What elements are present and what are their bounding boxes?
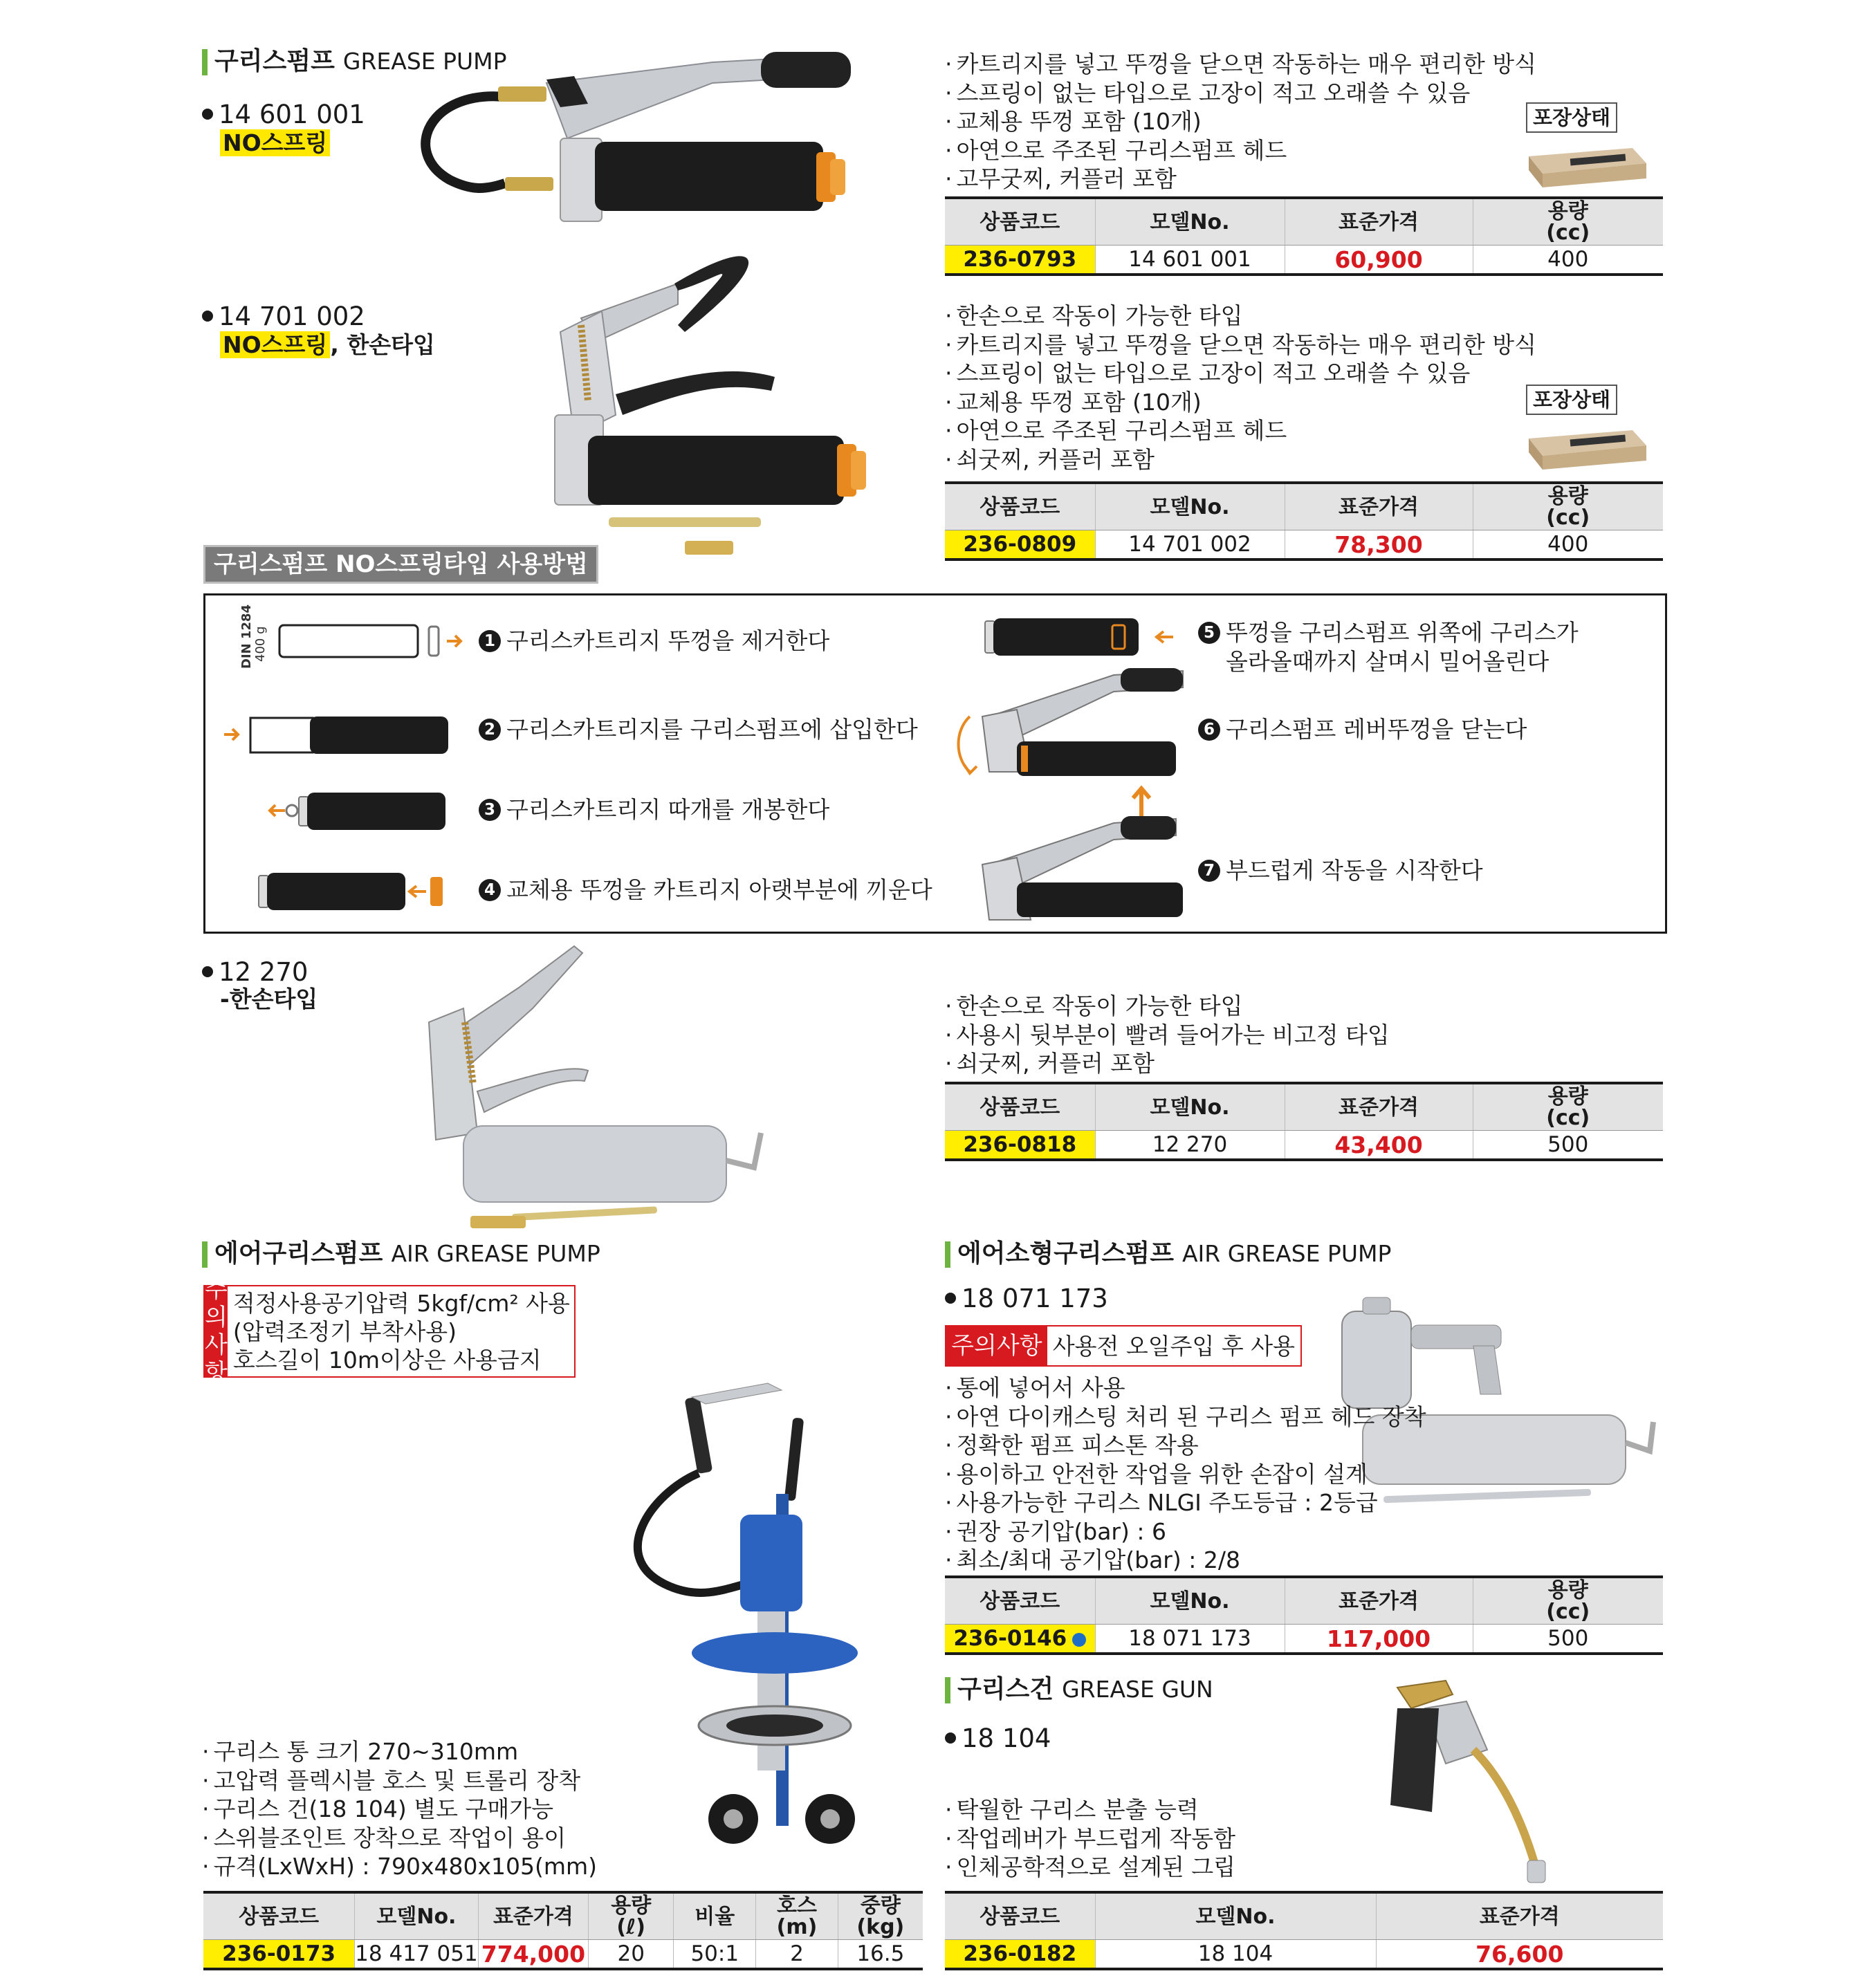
usage-step-7: 7 부드럽게 작동을 시작한다 [1198,856,1483,885]
header-capacity: 용량 (cc) [1473,1577,1663,1625]
header-product-code: 상품코드 [945,1577,1095,1625]
model-no: 18 104 [1095,1940,1376,1970]
caution-text: 사용전 오일주입 후 사용 [1052,1332,1295,1360]
usage-step-4: 4 교체용 뚜껑을 카트리지 아랫부분에 끼운다 [479,876,932,905]
cartridge-label-weight: 400 g [253,626,268,662]
cartridge-label-din: DIN 1284 [239,604,254,669]
model-no: 14 601 001 [1095,246,1285,275]
header-product-code: 상품코드 [203,1892,355,1940]
header-price: 표준가격 [1285,198,1473,246]
air-grease-pump-trolley-image [623,1376,899,1860]
new-product-dot-icon [1072,1633,1086,1647]
grease-pump-14601001-image [387,48,913,221]
product-code: 236-0173 [203,1940,355,1970]
spec-table [945,1082,1663,1161]
header-weight: 중량 (kg) [838,1892,923,1940]
header-product-code: 상품코드 [945,1083,1095,1131]
product-code: 236-0146 [945,1625,1095,1654]
product-tag: NO스프링 , 한손타입 [220,331,435,360]
header-capacity: 용량 (ℓ) [589,1892,674,1940]
section-title-air-grease-pump: 에어구리스펌프 AIR GREASE PUMP [202,1238,600,1270]
grease-pump-12270-image [422,939,837,1230]
grease-gun-image [1370,1667,1577,1888]
model-number: 12 270 [202,957,308,988]
feature-list: · 통에 넣어서 사용 · 아연 다이캐스팅 처리 된 구리스 펌프 헤드 장착 · 정확한 펌프 피스톤 작용 · 용이하고 안전한 작업을 위한 손잡이 설계 · 사용가능한 구리스 NLGI 주도등급 : 2등급 · 권장 공기압(bar) : 6 · 최소/최대 공기압(bar) : 2/8 [945,1374,1426,1575]
usage-step-2: 2 구리스카트리지를 구리스펌프에 삽입한다 [479,715,918,744]
header-product-code: 상품코드 [945,483,1095,530]
spec-table [203,1891,923,1970]
header-capacity: 용량 (cc) [1473,198,1663,246]
section-title-grease-pump: 구리스펌프 GREASE PUMP [202,46,507,77]
spec-table [945,1891,1663,1970]
grease-pump-14701002-image [498,228,913,553]
header-capacity: 용량 (cc) [1473,1083,1663,1131]
model-no: 12 270 [1095,1131,1285,1161]
feature-list: · 구리스 통 크기 270~310mm · 고압력 플렉시블 호스 및 트롤리 장착 · 구리스 건(18 104) 별도 구매가능 · 스위블조인트 장착으로 작업이 용이 · 규격(LxWxH) : 790x480x105(mm) [202,1737,597,1881]
model-number: 14 601 001 [202,100,365,130]
header-ratio: 비율 [674,1892,756,1940]
step2-illustration [221,711,457,759]
usage-step-6: 6 구리스펌프 레버뚜껑을 닫는다 [1198,715,1527,744]
header-model-no: 모델No. [1095,198,1285,246]
capacity: 20 [589,1940,674,1970]
price: 78,300 [1285,530,1473,560]
package-box-image [1522,418,1653,473]
model-no: 14 701 002 [1095,530,1285,560]
usage-step-5-cont: 올라올때까지 살며시 밀어올린다 [1226,648,1549,675]
header-model-no: 모델No. [1095,1083,1285,1131]
capacity: 500 [1473,1625,1663,1654]
feature-list: · 카트리지를 넣고 뚜껑을 닫으면 작동하는 매우 편리한 방식 · 스프링이 없는 타입으로 고장이 적고 오래쓸 수 있음 · 교체용 뚜껑 포함 (10개) · 아연으로 주조된 구리스펌프 헤드 · 고무굿찌, 커플러 포함 [945,50,1536,194]
header-model-no: 모델No. [355,1892,479,1940]
feature-list: · 한손으로 작동이 가능한 타입 · 카트리지를 넣고 뚜껑을 닫으면 작동하는 매우 편리한 방식 · 스프링이 없는 타입으로 고장이 적고 오래쓸 수 있음 · 교체용 뚜껑 포함 (10개) · 아연으로 주조된 구리스펌프 헤드 · 쇠굿찌, 커플러 포함 [945,302,1536,474]
caution-label: 주의 사항 [205,1276,228,1387]
header-hose: 호스 (m) [756,1892,838,1940]
section-title-air-small-grease-pump: 에어소형구리스펌프 AIR GREASE PUMP [945,1238,1391,1270]
model-number: 18 071 173 [945,1284,1108,1314]
step7-illustration [982,782,1190,920]
step1-illustration [235,603,470,679]
product-code: 236-0793 [945,246,1095,275]
usage-step-1: 1 구리스카트리지 뚜껑을 제거한다 [479,627,829,656]
ratio: 50:1 [674,1940,756,1970]
model-no: 18 417 051 [355,1940,479,1970]
header-product-code: 상품코드 [945,1892,1095,1940]
caution-box [945,1325,1302,1367]
model-no: 18 071 173 [1095,1625,1285,1654]
model-number: 18 104 [945,1723,1051,1754]
usage-step-5: 5 뚜껑을 구리스펌프 위쪽에 구리스가 [1198,618,1579,647]
header-product-code: 상품코드 [945,198,1095,246]
step4-illustration [256,869,457,914]
weight: 16.5 [838,1940,923,1970]
step6-illustration [955,668,1190,786]
header-price: 표준가격 [1376,1892,1663,1940]
header-price: 표준가격 [1285,1083,1473,1131]
header-model-no: 모델No. [1095,1577,1285,1625]
product-code: 236-0182 [945,1940,1095,1970]
spec-table [945,481,1663,561]
feature-list: · 한손으로 작동이 가능한 타입 · 사용시 뒷부분이 빨려 들어가는 비고정 타입 · 쇠굿찌, 커플러 포함 [945,992,1390,1078]
step5-illustration [982,613,1183,661]
product-sub-label: -한손타입 [220,986,318,1013]
feature-list: · 탁월한 구리스 분출 능력 · 작업레버가 부드럽게 작동함 · 인체공학적으로 설계된 그립 [945,1795,1235,1882]
price: 774,000 [478,1940,589,1970]
section-title-grease-gun: 구리스건 GREASE GUN [945,1674,1213,1706]
usage-step-3: 3 구리스카트리지 따개를 개봉한다 [479,795,829,824]
price: 43,400 [1285,1131,1473,1161]
capacity: 500 [1473,1131,1663,1161]
package-label: 포장상태 [1526,385,1617,415]
caution-text: 적정사용공기압력 5kgf/cm² 사용 (압력조정기 부착사용) 호스길이 10m이상은 사용금지 [232,1289,570,1374]
hose-length: 2 [756,1940,838,1970]
product-code: 236-0809 [945,530,1095,560]
header-model-no: 모델No. [1095,1892,1376,1940]
product-tag: NO스프링 [220,129,330,158]
header-price: 표준가격 [478,1892,589,1940]
capacity: 400 [1473,530,1663,560]
price: 76,600 [1376,1940,1663,1970]
price: 117,000 [1285,1625,1473,1654]
package-box-image [1522,136,1653,191]
product-code: 236-0818 [945,1131,1095,1161]
spec-table [945,196,1663,276]
header-capacity: 용량 (cc) [1473,483,1663,530]
spec-table [945,1575,1663,1655]
capacity: 400 [1473,246,1663,275]
header-model-no: 모델No. [1095,483,1285,530]
header-price: 표준가격 [1285,483,1473,530]
price: 60,900 [1285,246,1473,275]
usage-title: 구리스펌프 NO스프링타입 사용방법 [203,545,598,584]
step3-illustration [267,788,454,834]
header-price: 표준가격 [1285,1577,1473,1625]
package-label: 포장상태 [1526,102,1617,133]
model-number: 14 701 002 [202,302,365,332]
caution-label: 주의사항 [946,1327,1047,1365]
caution-box [203,1276,576,1387]
